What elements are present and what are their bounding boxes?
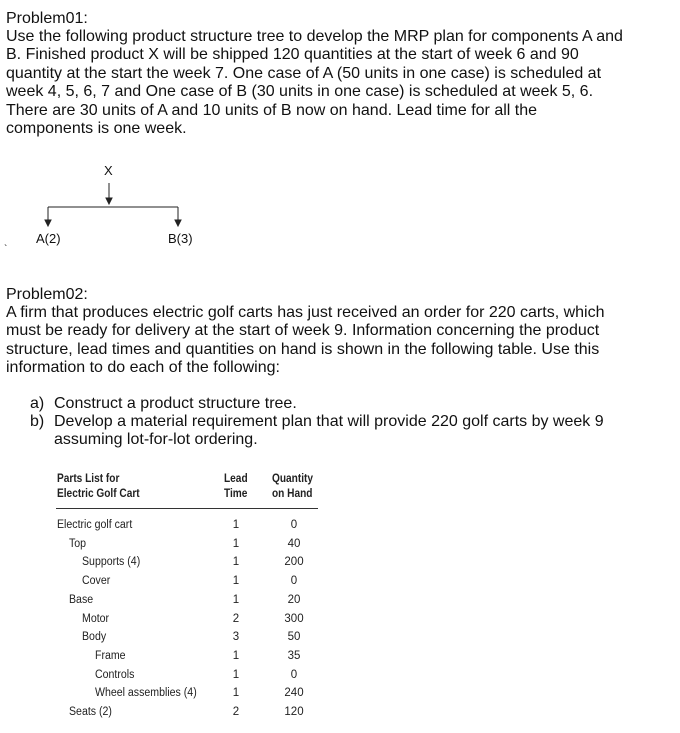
header-parts-list bbox=[57, 472, 140, 502]
header-lead-time bbox=[224, 472, 248, 502]
table-cell-quantity: 35 bbox=[287, 649, 301, 662]
table-cell-quantity: 120 bbox=[284, 706, 304, 718]
problem02-line: A firm that produces electric golf carts has just received an order for 220 carts, which bbox=[6, 304, 605, 321]
problem02-line: structure, lead times and quantities on hand is shown in the following table. Use this bbox=[6, 340, 600, 358]
problem01-line: B. Finished product X will be shipped 120 quantities at the start of week 6 and 90 bbox=[6, 46, 579, 64]
header-quantity-on-hand bbox=[272, 472, 313, 502]
list-marker: b) bbox=[30, 413, 45, 430]
table-cell-part: Cover bbox=[82, 575, 111, 588]
table-cell-lead-time: 2 bbox=[232, 612, 240, 625]
problem01-line: Use the following product structure tree to develop the MRP plan for components A and bbox=[6, 28, 623, 45]
problem02-title: Problem02: bbox=[6, 286, 88, 303]
table-cell-part: Seats (2) bbox=[69, 706, 112, 718]
task-list-item-b bbox=[30, 413, 630, 450]
table-cell-lead-time: 2 bbox=[232, 706, 240, 718]
problem01-line: quantity at the start the week 7. One case of A (50 units in one case) is scheduled at bbox=[6, 64, 602, 82]
table-cell-quantity: 200 bbox=[284, 556, 304, 569]
table-cell-quantity: 0 bbox=[290, 668, 298, 681]
table-cell-quantity: 240 bbox=[284, 687, 304, 700]
table-cell-quantity: 0 bbox=[290, 519, 298, 531]
table-cell-lead-time: 1 bbox=[232, 537, 240, 550]
table-cell-part: Frame bbox=[95, 649, 126, 662]
table-header-rule bbox=[56, 508, 318, 509]
table-cell-part: Base bbox=[69, 593, 94, 606]
table-cell-lead-time: 3 bbox=[232, 631, 240, 644]
table-cell-lead-time: 1 bbox=[232, 519, 240, 531]
list-item-text: assuming lot-for-lot ordering. bbox=[54, 431, 258, 449]
header-line: Electric Golf Cart bbox=[57, 488, 140, 500]
header-line: Parts List for bbox=[57, 473, 120, 485]
problem02-line: must be ready for delivery at the start of week 9. Information concerning the product bbox=[6, 322, 600, 340]
table-cell-part: Motor bbox=[82, 612, 110, 625]
table-cell-part: Wheel assemblies (4) bbox=[95, 687, 197, 700]
table-cell-part: Electric golf cart bbox=[57, 519, 133, 531]
problem01-line: components is one week. bbox=[6, 120, 187, 138]
tree-node-b: B(3) bbox=[168, 231, 193, 246]
list-item-text: Develop a material requirement plan that will provide 220 golf carts by week 9 bbox=[54, 413, 604, 430]
table-cell-lead-time: 1 bbox=[232, 687, 240, 700]
table-cell-quantity: 50 bbox=[287, 631, 301, 644]
header-line: Lead bbox=[224, 473, 248, 485]
problem01-line: There are 30 units of A and 10 units of B now on hand. Lead time for all the bbox=[6, 101, 538, 119]
table-cell-lead-time: 1 bbox=[232, 556, 240, 569]
product-structure-tree bbox=[0, 0, 680, 260]
stray-mark: ` bbox=[4, 244, 8, 255]
table-cell-quantity: 300 bbox=[284, 612, 304, 625]
table-cell-lead-time: 1 bbox=[232, 575, 240, 588]
tree-node-a: A(2) bbox=[36, 231, 61, 246]
tree-arrowhead-right bbox=[175, 220, 181, 226]
problem02-text bbox=[6, 304, 646, 378]
tree-arrowhead-left bbox=[45, 220, 51, 226]
table-cell-lead-time: 1 bbox=[232, 593, 240, 606]
task-list-item-a bbox=[30, 395, 630, 413]
table-cell-quantity: 0 bbox=[290, 575, 298, 588]
table-cell-lead-time: 1 bbox=[232, 649, 240, 662]
tree-arrowhead-root bbox=[106, 198, 112, 204]
problem02-line: information to do each of the following: bbox=[6, 359, 280, 377]
table-cell-quantity: 20 bbox=[287, 593, 301, 606]
header-line: Quantity bbox=[272, 473, 314, 485]
table-cell-part: Top bbox=[69, 537, 87, 550]
list-marker: a) bbox=[30, 395, 45, 412]
tree-node-root: X bbox=[104, 163, 113, 178]
table-cell-lead-time: 1 bbox=[232, 668, 240, 681]
table-cell-part: Controls bbox=[95, 668, 135, 681]
problem01-line: week 4, 5, 6, 7 and One case of B (30 units in one case) is scheduled at week 5, 6. bbox=[6, 83, 594, 101]
table-cell-part: Body bbox=[82, 631, 107, 644]
table-cell-quantity: 40 bbox=[287, 537, 301, 550]
header-line: Time bbox=[224, 488, 248, 500]
table-cell-part: Supports (4) bbox=[82, 556, 141, 569]
problem01-title: Problem01: bbox=[6, 10, 88, 27]
list-item-text: Construct a product structure tree. bbox=[54, 395, 297, 412]
header-line: on Hand bbox=[272, 488, 313, 500]
